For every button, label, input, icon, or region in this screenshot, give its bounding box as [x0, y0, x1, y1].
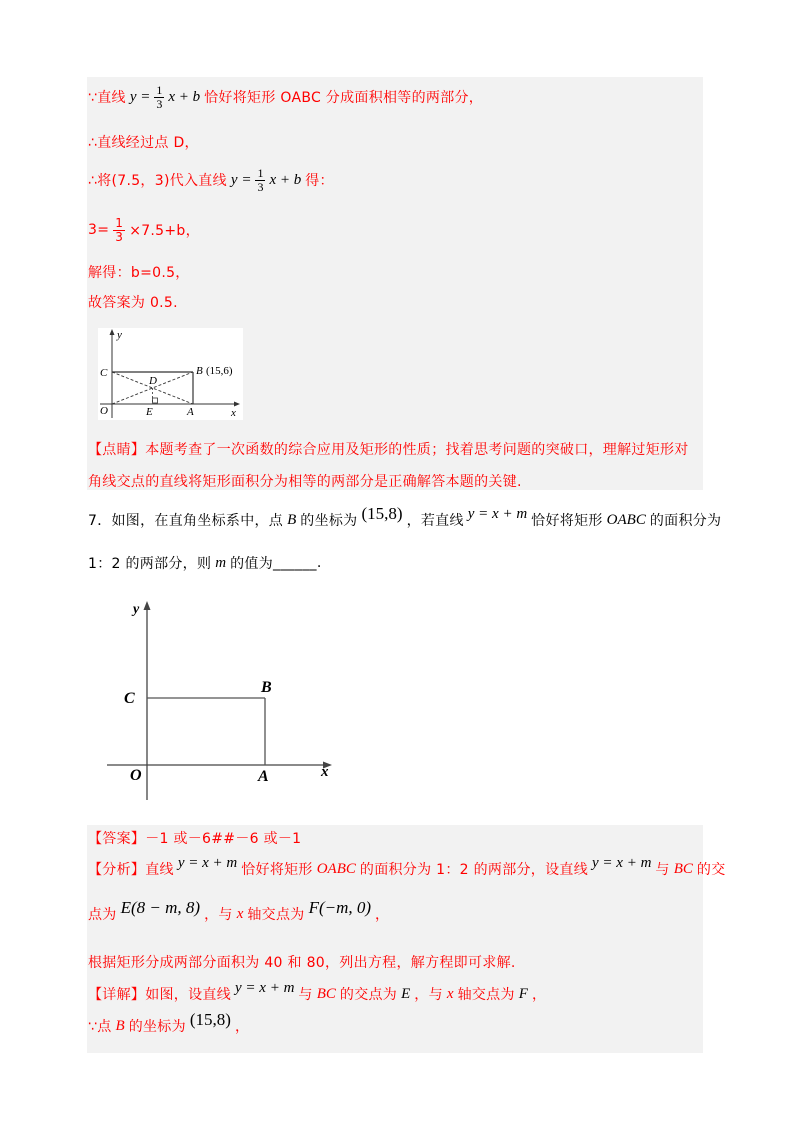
question-7-line-2	[88, 553, 322, 573]
point-c-label: C	[100, 367, 108, 379]
text-segment: 如图，设直线	[145, 987, 232, 1003]
text-segment: 恰好将矩形	[531, 513, 603, 529]
solution-line-1	[88, 81, 483, 113]
text-segment: 7．如图，在直角坐标系中，点	[88, 513, 284, 529]
y-axis-arrow	[144, 601, 151, 610]
text-segment: 根据矩形分成两部分面积为 40 和 80，列出方程，解方程即可求解.	[88, 955, 516, 971]
numerator: 1	[115, 215, 124, 230]
line-equation	[231, 167, 301, 194]
answer-line	[88, 828, 301, 848]
var-m: m	[215, 554, 227, 571]
point-c-label: C	[124, 690, 135, 707]
text-segment: 1：2 的两部分，则	[88, 556, 212, 572]
x-axis-label: x	[231, 407, 236, 419]
text-segment: 的值为	[230, 556, 274, 572]
text-segment: 的交	[696, 862, 726, 878]
point-b-label: B	[261, 679, 272, 696]
detail-line-1	[88, 979, 547, 1005]
text-segment: ×7.5+b，	[129, 223, 200, 239]
line-equation: y = x + m	[235, 979, 295, 996]
analysis-tag: 【分析】	[88, 862, 146, 878]
text-segment: 解得：b=0.5，	[88, 265, 190, 281]
text-segment: 故答案为 0.5.	[88, 295, 178, 311]
note-tag: 【点睛】	[88, 442, 146, 458]
origin-label: O	[130, 767, 142, 784]
text-segment: ，与	[414, 987, 443, 1003]
analysis-line-3	[88, 952, 516, 972]
x-axis-label: x	[321, 764, 329, 780]
rectangle-diagram-small	[98, 328, 243, 420]
text-segment: 直线	[145, 862, 174, 878]
line-equation: y = x + m	[467, 505, 528, 522]
text-segment: ∴将(7.5，3)代入直线	[88, 173, 227, 189]
text-segment: 轴交点为	[247, 907, 305, 923]
point-f: F	[518, 985, 528, 1002]
rect-name: OABC	[606, 511, 646, 528]
text-segment: ∵点	[88, 1019, 112, 1035]
solution-line-4	[88, 214, 200, 246]
line-equation: y = x + m	[177, 854, 238, 871]
text-segment: ，	[234, 1019, 250, 1035]
denominator: 3	[156, 96, 163, 111]
detail-tag: 【详解】	[88, 987, 146, 1003]
answer-tag: 【答案】	[88, 831, 146, 847]
point-f-formula: F(−m, 0)	[308, 898, 372, 917]
solution-line-6	[88, 292, 178, 312]
equation-rhs: x + b	[269, 171, 302, 188]
numerator: 1	[257, 165, 264, 180]
numerator: 1	[156, 82, 163, 97]
segment-bc: BC	[316, 985, 336, 1002]
point-e-label: E	[146, 406, 153, 418]
segment-bc: BC	[673, 860, 693, 877]
rect-name: OABC	[316, 860, 356, 877]
equation-lhs: y =	[129, 88, 151, 105]
point-a-label: A	[187, 406, 194, 418]
point-a-label: A	[258, 768, 269, 785]
coordinate-formula: (15,8)	[361, 504, 403, 523]
coordinate-formula: (15,8)	[189, 1010, 231, 1029]
y-axis-label: y	[117, 329, 122, 341]
text-segment: ∵直线	[88, 90, 126, 106]
fraction	[113, 217, 125, 244]
note-line-1	[88, 439, 689, 459]
rectangle-diagram-question-7	[100, 595, 340, 805]
text-segment: 点为	[88, 907, 117, 923]
text-segment: 的坐标为	[128, 1019, 186, 1035]
analysis-line-1	[88, 856, 726, 882]
denominator: 3	[115, 229, 124, 244]
point-e-formula: E(8 − m, 8)	[120, 898, 201, 917]
text-segment: ∴直线经过点 D，	[88, 135, 199, 151]
text-segment: 3=	[88, 222, 110, 238]
equation-lhs: y =	[230, 171, 252, 188]
detail-line-2	[88, 1012, 249, 1040]
text-segment: ，	[375, 907, 390, 923]
note-line-2	[88, 471, 522, 491]
equation-rhs: x + b	[168, 88, 201, 105]
var-b: B	[115, 1017, 125, 1034]
analysis-line-2	[88, 900, 389, 928]
text-segment: 轴交点为	[457, 987, 515, 1003]
answer-value: －1 或－6##－6 或－1	[145, 831, 302, 847]
text-segment: 恰好将矩形	[241, 862, 313, 878]
origin-label: O	[100, 405, 108, 417]
text-segment: 的交点为	[339, 987, 398, 1003]
denominator: 3	[257, 179, 264, 194]
text-segment: 的面积分为	[649, 513, 722, 529]
line-equation: y = x + m	[592, 854, 652, 871]
text-segment: 恰好将矩形 OABC 分成面积相等的两部分，	[204, 90, 484, 106]
question-7-line-1	[88, 505, 721, 535]
text-segment: 与	[298, 987, 313, 1003]
text-segment: 得：	[305, 173, 334, 189]
point-b-coordinate: (15,6)	[206, 365, 233, 377]
y-axis-label: y	[133, 602, 140, 617]
text-segment: ，与	[204, 907, 233, 923]
text-segment: 的坐标为	[300, 513, 358, 529]
point-e: E	[401, 985, 411, 1002]
line-equation	[130, 84, 200, 111]
solution-line-5	[88, 262, 190, 282]
fraction	[154, 84, 164, 111]
var-x: x	[446, 985, 454, 1002]
var-b: B	[287, 511, 297, 528]
var-x: x	[236, 905, 244, 922]
solution-line-3	[88, 164, 334, 196]
text-segment: 的面积分为 1：2 的两部分，设直线	[359, 862, 589, 878]
point-b-label: B	[196, 365, 203, 377]
text-segment: 本题考查了一次函数的综合应用及矩形的性质；找着思考问题的突破口，理解过矩形对	[145, 442, 689, 458]
solution-line-2	[88, 132, 199, 152]
answer-blank: ______	[273, 555, 317, 571]
text-segment: 角线交点的直线将矩形面积分为相等的两部分是正确解答本题的关键.	[88, 474, 522, 490]
text-segment: ，若直线	[406, 513, 464, 529]
point-d-label: D	[149, 375, 157, 387]
fraction	[255, 167, 265, 194]
text-segment: 与	[655, 862, 670, 878]
text-segment: ，	[531, 987, 547, 1003]
text-segment: .	[316, 555, 322, 571]
